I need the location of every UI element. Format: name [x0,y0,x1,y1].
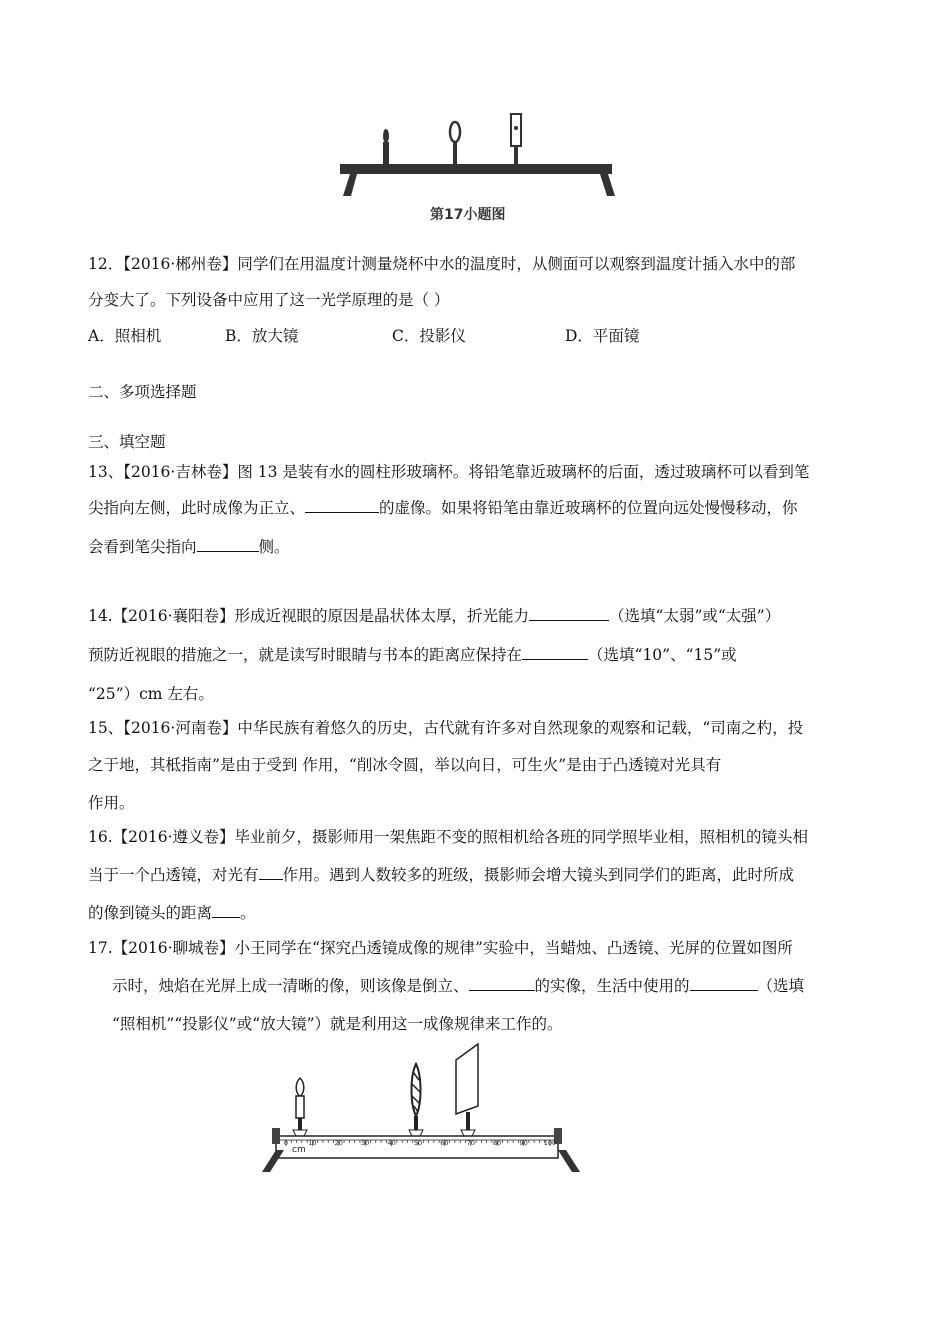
q13-line2-text-b: 的虚像。如果将铅笔由靠近玻璃杯的位置向远处慢慢移动，你 [379,499,798,517]
q16-line3-text-b: 。 [240,904,256,922]
q13-line2 [88,498,798,518]
q12-option-c: C．投影仪 [392,327,466,345]
optical-bench-figure-bottom [258,1040,583,1175]
q12-line1: 12．【2016·郴州卷】同学们在用温度计测量烧杯中水的温度时，从侧面可以观察到温度计插入水中的部 [88,255,796,273]
ruler-tick-label: 10 [308,1139,317,1147]
ruler-tick-label: 70 [466,1139,475,1147]
optical-bench-figure-top [335,108,620,203]
q12-option-d: D．平面镜 [565,327,640,345]
q15-line2: 之于地，其柢指南”是由于受到 作用，“削冰令圆，举以向日，可生火”是由于凸透镜对光具有 [88,756,722,774]
q16-line2 [88,865,794,885]
ruler-tick-label: 0 [283,1139,289,1147]
q16-blank-1[interactable] [259,865,283,880]
ruler-tick-label: 90 [519,1139,528,1147]
section-heading-multiple-choice: 二、多项选择题 [88,383,197,401]
ruler-tick-label: 100 [543,1139,557,1147]
ruler-tick-label: 80 [493,1139,502,1147]
q17-line1: 17.【2016·聊城卷】小王同学在“探究凸透镜成像的规律”实验中，当蜡烛、凸透镜、光屏的位置如图所 [88,939,793,957]
q17-blank-2[interactable] [690,976,758,991]
figure-caption-17: 第17小题图 [430,207,506,223]
section-heading-fill-in: 三、填空题 [88,433,166,451]
q16-line1: 16.【2016·遵义卷】毕业前夕，摄影师用一架焦距不变的照相机给各班的同学照毕业相，照相机的镜头相 [88,828,809,846]
q17-blank-1[interactable] [469,976,535,991]
q13-line2-text-a: 尖指向左侧，此时成像为正立、 [88,499,306,517]
ruler-tick-label: 40 [387,1139,396,1147]
q14-line1 [88,606,780,626]
q17-line2-text-c: （选填 [757,977,805,995]
q14-line2-text-b: （选填“10”、“15”或 [588,646,737,664]
q15-line3: 作用。 [88,794,135,812]
q13-blank-1[interactable] [305,498,379,513]
q13-line1: 13、【2016·吉林卷】图 13 是装有水的圆柱形玻璃杯。将铅笔靠近玻璃杯的后面，透过玻璃杯可以看到笔 [88,463,810,481]
q12-option-b: B．放大镜 [225,327,299,345]
ruler-tick-label: 50 [413,1139,423,1147]
q13-line3-text-b: 侧。 [258,538,290,556]
q14-blank-1[interactable] [529,606,609,621]
q14-line1-text-a: 14.【2016·襄阳卷】形成近视眼的原因是晶状体太厚，折光能力 [88,607,530,625]
q16-line3-text-a: 的像到镜头的距离 [88,904,213,922]
q13-blank-2[interactable] [197,537,259,552]
q17-line3: “照相机”“投影仪”或“放大镜”）就是利用这一成像规律来工作的。 [112,1015,563,1033]
q16-line3 [88,903,256,923]
q16-blank-2[interactable] [212,903,240,918]
q16-line2-text-a: 当于一个凸透镜，对光有 [88,866,259,884]
q16-line2-text-b: 作用。遇到人数较多的班级，摄影师会增大镜头到同学们的距离，此时所成 [282,866,795,884]
q12-line2: 分变大了。下列设备中应用了这一光学原理的是（ ） [88,291,450,309]
q15-line1: 15、【2016·河南卷】中华民族有着悠久的历史，古代就有许多对自然现象的观察和记载，“司南之杓，投 [88,719,804,737]
q14-line2 [88,645,737,665]
q17-line2-text-b: 的实像，生活中使用的 [534,977,690,995]
q14-line3: “25”）cm 左右。 [88,685,214,703]
q12-option-a: A．照相机 [88,327,162,345]
q17-line2-text-a: 示时，烛焰在光屏上成一清晰的像，则该像是倒立、 [112,977,469,995]
q13-line3-text-a: 会看到笔尖指向 [88,538,197,556]
q13-line3 [88,537,290,557]
q14-line1-text-b: （选填“太弱”或“太强”） [609,607,781,625]
q14-line2-text-a: 预防近视眼的措施之一，就是读写时眼睛与书本的距离应保持在 [88,646,523,664]
ruler-tick-label: 20 [334,1139,343,1147]
q17-line2 [112,976,804,996]
ruler-tick-label: 30 [361,1139,370,1147]
q14-blank-2[interactable] [522,645,588,660]
ruler-unit-label: cm [292,1145,306,1155]
ruler-tick-label: 60 [440,1139,449,1147]
